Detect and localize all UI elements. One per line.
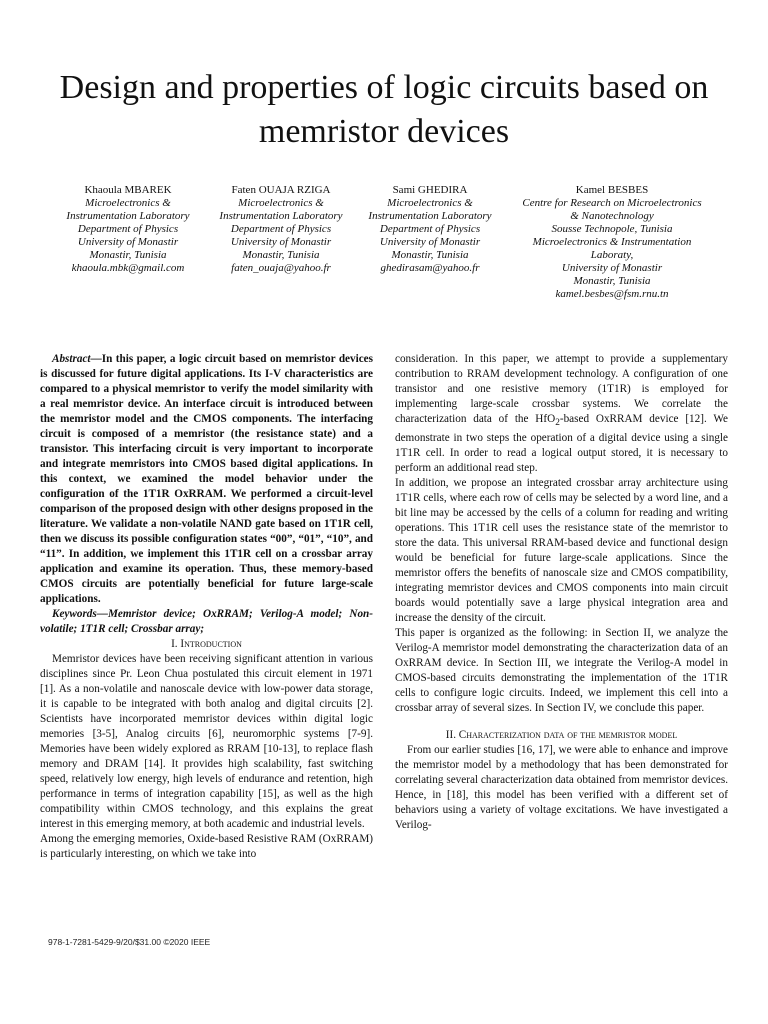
author-email: khaoula.mbk@gmail.com [71,262,185,274]
paper-title: Design and properties of logic circuits based on memristor devices [59,69,709,150]
author-affiliation: Monastir, Tunisia [573,275,651,287]
author-affiliation: Instrumentation Laboratory [219,210,343,222]
author-name: Faten OUAJA RZIGA [231,184,331,196]
paragraph: In addition, we propose an integrated crossbar array architecture using 1T1R cells, where each row of cells may be selected by a word line, and a bit line may be accessed by the cells of a column for reading and writing operations. This 1T1R cell uses the resistance state of the memristor to store the data. This universal RRAM-based device and functional design would be beneficial for future large-scale applications. Since the memristor offers the benefits of nanoscale size and CMOS compatibility, integrating memristor devices and CMOS components into main circuit boards would potentially save a large physical integration area and increase the density of the circuit. [395,477,728,625]
abstract-lead: Abstract [52,353,91,365]
section-heading-introduction: I. Introduction [171,638,242,650]
author-name: Kamel BESBES [575,184,649,196]
author-affiliation: Microelectronics & [387,197,473,209]
author-affiliation: Monastir, Tunisia [89,249,167,261]
left-column [40,352,373,862]
author-block-3 [346,184,514,275]
paragraph: Memristor devices have been receiving significant attention in various disciplines since Pr. Leon Chua postulated this circuit element in 1971 [1]. As a non-volatile and nanoscale device with low-power data storage, it is capable to be integrated with both analog and digital circuits [2]. Scientists have incorporated memristor devices within digital logic memories [3-5], Analog circuits [6], neuromorphic systems [7-9]. Memories have been widely explored as RRAM [10-13], to replace flash memory and DRAM [14]. It provides high scalability, fast switching speed, relatively low energy, high levels of endurance and retention, high performance in terms of integration capability [15], as well as the high compatibility within CMOS technology, and this explains the great interest in this emerging memory, at both academic and industrial levels. [40,653,373,830]
author-name: Khaoula MBAREK [84,184,172,196]
author-email: ghedirasam@yahoo.fr [380,262,480,274]
author-affiliation: Laboraty, [590,249,634,261]
abstract [40,352,373,607]
author-block-1 [44,184,212,275]
author-affiliation: Microelectronics & [85,197,171,209]
paragraph: Among the emerging memories, Oxide-based Resistive RAM (OxRRAM) is particularly interesting, on which we take into [40,833,373,860]
section-heading-characterization: II. Characterization data of the memristor model [445,729,678,742]
paragraph [395,352,728,476]
author-affiliation: University of Monastir [77,236,179,248]
abstract-text: —In this paper, a logic circuit based on memristor devices is discussed for future digital applications. Its I-V characteristics are compared to a physical memristor to verify the model similarity with a real memristor device. An interface circuit is introduced between the memristor model and the CMOS components. The interfacing circuit is composed of a memristor (the resistance state) and a transistor. This interfacing circuit is very important to incorporate and integrate memristors into CMOS based digital applications. In this context, we examined the model behavior under the configuration of the 1T1R OxRRAM. We performed a circuit-level comparison of the proposed design with other designs proposed in the literature. We validate a non-volatile NAND gate based on 1T1R cell, then we discuss its possible configuration states “00”, “01”, “10”, and “11”. In addition, we implement this 1T1R cell on a crossbar array application and examine its operation. Thus, these memory-based CMOS circuits are potentially beneficial for future large-scale applications. [40,353,373,605]
author-affiliation: Instrumentation Laboratory [66,210,190,222]
author-affiliation: Department of Physics [230,223,332,235]
author-block-2 [196,184,366,275]
keywords: Keywords—Memristor device; OxRRAM; Verilog-A model; Non-volatile; 1T1R cell; Crossbar array; [40,608,373,635]
paragraph: From our earlier studies [16, 17], we were able to enhance and improve the memristor model by a methodology that has been demonstrated for correlating several characterization data obtained from memristor devices. Hence, in [18], this model has been verified with a different set of behaviors using a variety of voltage excitations. We have investigated a Verilog- [395,744,728,832]
author-affiliation: Microelectronics & [238,197,324,209]
author-affiliation: Monastir, Tunisia [391,249,469,261]
author-affiliation: Instrumentation Laboratory [368,210,492,222]
author-affiliation: University of Monastir [561,262,663,274]
copyright-footer: 978-1-7281-5429-9/20/$31.00 ©2020 IEEE [48,937,211,947]
author-affiliation: University of Monastir [379,236,481,248]
paragraph-part: consideration. In this paper, we attempt to provide a supplementary contribution to RRAM development technology. A configuration of one transistor and one resistive memory (1T1R) is employed for implementing large-scale crossbar systems. We correlate the characterization data of the HfO [395,353,728,425]
author-affiliation: Department of Physics [379,223,481,235]
author-affiliation: Department of Physics [77,223,179,235]
author-affiliation: University of Monastir [230,236,332,248]
author-affiliation: & Nanotechnology [570,210,654,222]
author-block-4 [508,184,716,301]
author-email: kamel.besbes@fsm.rnu.tn [555,288,669,300]
author-affiliation: Sousse Technopole, Tunisia [551,223,673,235]
author-name: Sami GHEDIRA [392,184,468,196]
author-affiliation: Microelectronics & Instrumentation [532,236,692,248]
author-email: faten_ouaja@yahoo.fr [231,262,331,274]
author-affiliation: Monastir, Tunisia [242,249,320,261]
subscript: 2 [555,418,560,429]
paragraph: This paper is organized as the following: in Section II, we analyze the Verilog-A memristor model demonstrating the characterization data of an OxRRAM device. In Section III, we integrate the Verilog-A model in CMOS-based circuits demonstrating the implementation of the 1T1R cells to configure logic circuits. Indeed, we implement this cell into a crossbar array of several sizes. In Section IV, we conclude this paper. [395,627,728,715]
right-column [395,352,728,833]
author-affiliation: Centre for Research on Microelectronics [522,197,702,209]
paragraph-part: -based OxRRAM device [12]. We demonstrate in two steps the operation of a digital device using a single 1T1R cell. In order to read a logical output stored, it is necessary to perform an additional read step. [395,413,728,475]
